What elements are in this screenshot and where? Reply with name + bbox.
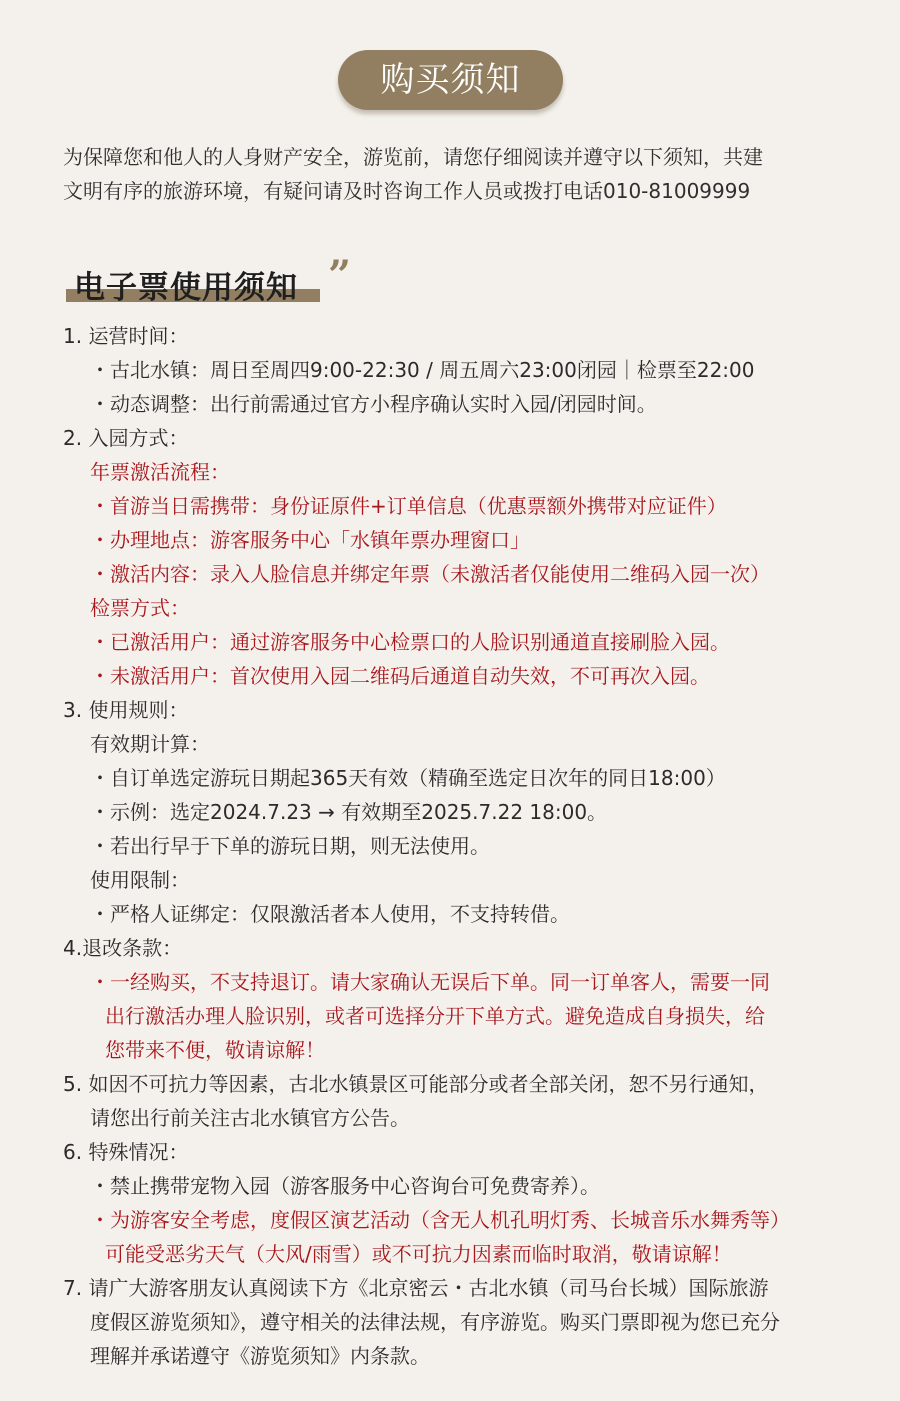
rule-line: ・自订单选定游玩日期起365天有效（精确至选定日次年的同日18:00） (90, 766, 726, 790)
rule-line: 1. 运营时间： (63, 324, 189, 348)
rule-line: 有效期计算： (90, 732, 210, 756)
rule-line: ・办理地点：游客服务中心「水镇年票办理窗口」 (90, 528, 530, 552)
rule-line: ・一经购买，不支持退订。请大家确认无误后下单。同一订单客人，需要一同 (90, 970, 770, 994)
rule-line: 3. 使用规则： (63, 698, 189, 722)
rule-line: 您带来不便，敬请谅解！ (105, 1038, 325, 1062)
rule-line: 2. 入园方式： (63, 426, 189, 450)
header-pill (338, 50, 563, 110)
rule-line: 出行激活办理人脸识别，或者可选择分开下单方式。避免造成自身损失，给 (105, 1004, 765, 1028)
rule-line: 4.退改条款： (63, 936, 183, 960)
rule-line: 检票方式： (90, 596, 190, 620)
rule-line: ・示例：选定2024.7.23 → 有效期至2025.7.22 18:00。 (90, 800, 608, 824)
section-title: 电子票使用须知 (74, 270, 298, 306)
rule-line: ・已激活用户：通过游客服务中心检票口的人脸识别通道直接刷脸入园。 (90, 630, 730, 654)
section-heading (66, 252, 366, 308)
rule-line: ・激活内容：录入人脸信息并绑定年票（未激活者仅能使用二维码入园一次） (90, 562, 770, 586)
rule-line: ・未激活用户：首次使用入园二维码后通道自动失效，不可再次入园。 (90, 664, 710, 688)
rule-line: 度假区游览须知》，遵守相关的法律法规，有序游览。购买门票即视为您已充分 (90, 1310, 780, 1334)
rule-line: 理解并承诺遵守《游览须知》内条款。 (90, 1344, 430, 1368)
rule-line: 请您出行前关注古北水镇官方公告。 (90, 1106, 410, 1130)
rule-line: ・为游客安全考虑，度假区演艺活动（含无人机孔明灯秀、长城音乐水舞秀等） (90, 1208, 790, 1232)
rule-line: 可能受恶劣天气（大风/雨雪）或不可抗力因素而临时取消，敬请谅解！ (105, 1242, 732, 1266)
intro-line: 文明有序的旅游环境，有疑问请及时咨询工作人员或拨打电话010-81009999 (63, 179, 751, 203)
rule-line: ・动态调整：出行前需通过官方小程序确认实时入园/闭园时间。 (90, 392, 657, 416)
rule-line: ・首游当日需携带：身份证原件+订单信息（优惠票额外携带对应证件） (90, 494, 727, 518)
intro-line: 为保障您和他人的人身财产安全，游览前，请您仔细阅读并遵守以下须知，共建 (63, 145, 763, 169)
quote-mark-icon: ” (328, 252, 352, 299)
rule-line: ・严格人证绑定：仅限激活者本人使用，不支持转借。 (90, 902, 570, 926)
intro-paragraph (63, 140, 853, 208)
rule-line: 5. 如因不可抗力等因素，古北水镇景区可能部分或者全部关闭，恕不另行通知， (63, 1072, 769, 1096)
rule-line: ・若出行早于下单的游玩日期，则无法使用。 (90, 834, 490, 858)
rules-list (63, 319, 863, 1373)
rule-line: ・古北水镇：周日至周四9:00-22:30 / 周五周六23:00闭园｜检票至22:00 (90, 358, 755, 382)
rule-line: 使用限制： (90, 868, 190, 892)
page-title: 购买须知 (380, 60, 521, 100)
rule-line: 7. 请广大游客朋友认真阅读下方《北京密云・古北水镇（司马台长城）国际旅游 (63, 1276, 769, 1300)
rule-line: 年票激活流程： (90, 460, 230, 484)
rule-line: ・禁止携带宠物入园（游客服务中心咨询台可免费寄养）。 (90, 1174, 600, 1198)
rule-line: 6. 特殊情况： (63, 1140, 189, 1164)
